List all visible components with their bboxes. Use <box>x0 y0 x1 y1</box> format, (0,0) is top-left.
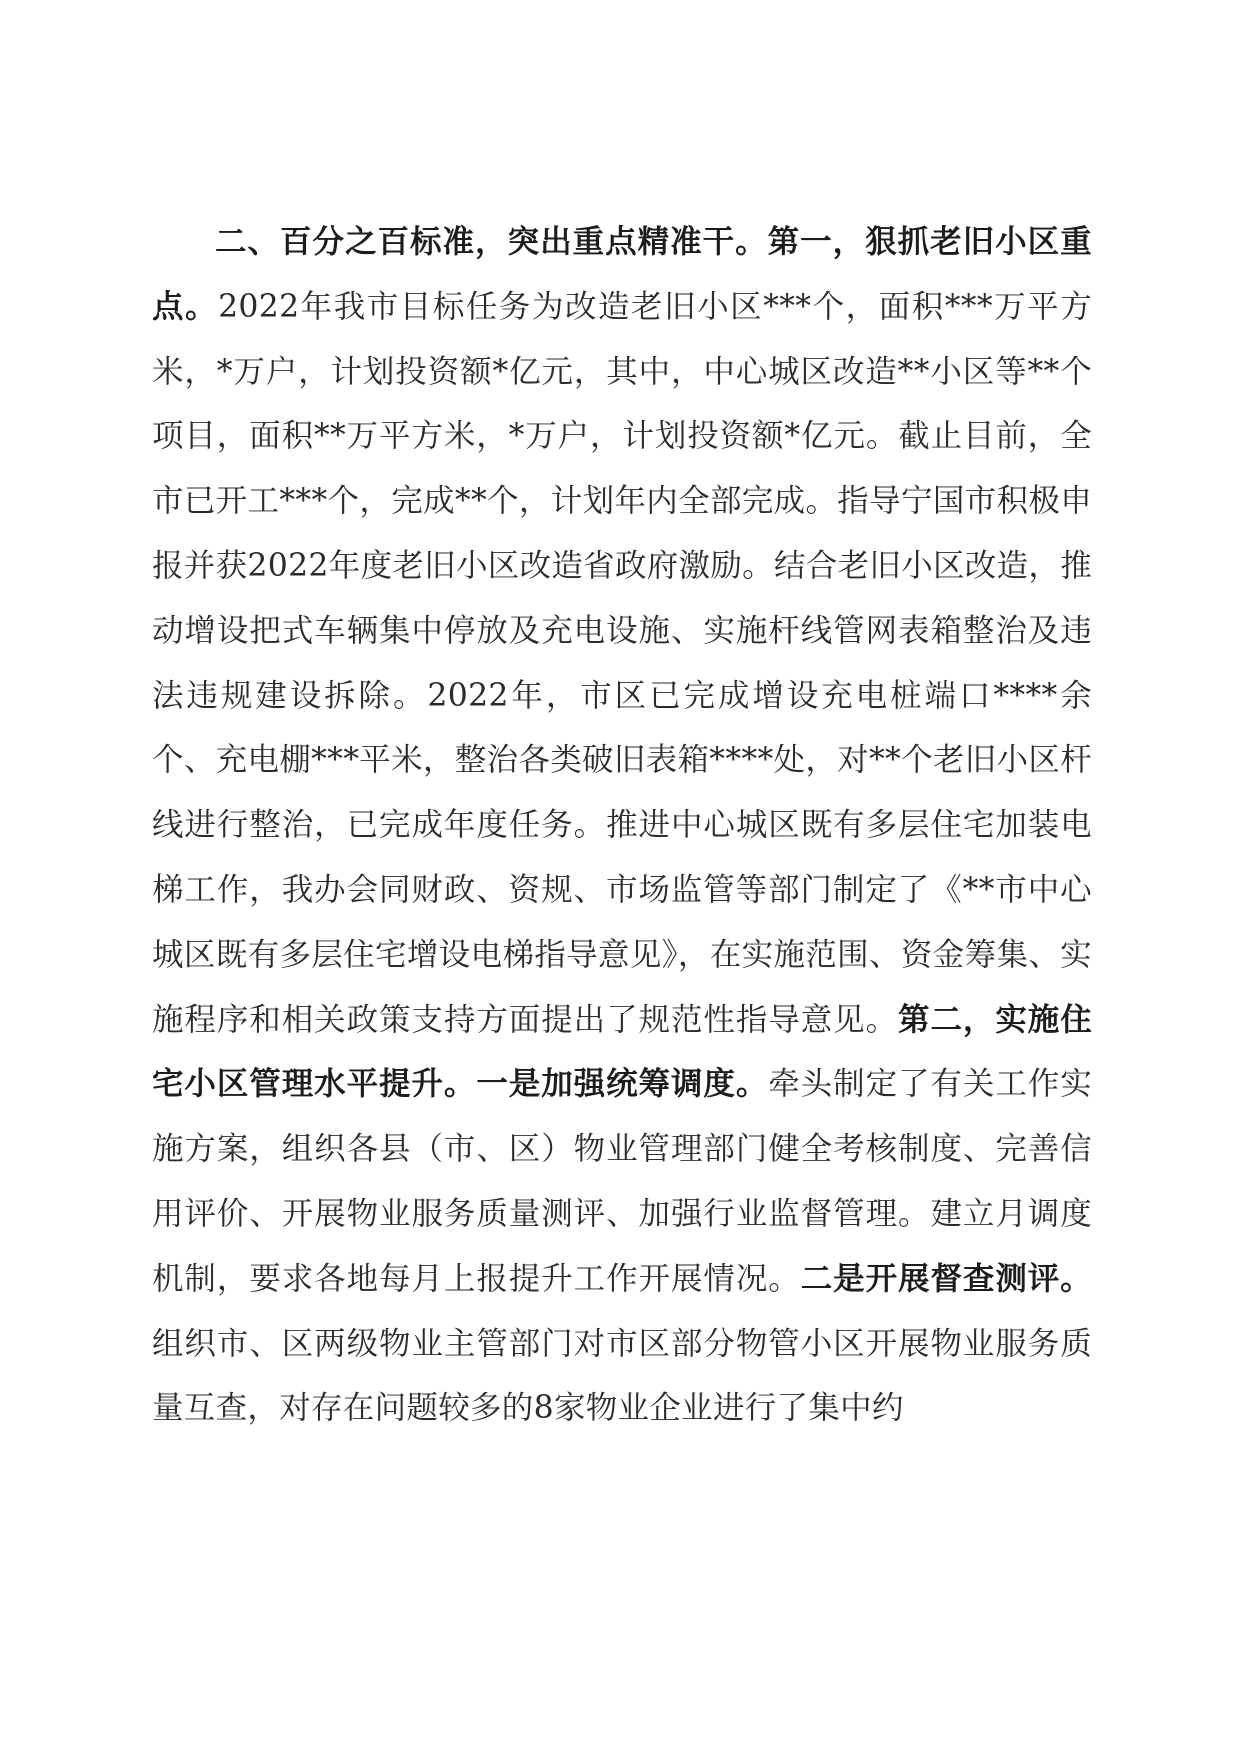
point-heading-first: 第一，狠抓老旧小区重点。 <box>152 224 1092 325</box>
body-paragraph <box>152 210 1092 1441</box>
paragraph-text: 2022年我市目标任务为改造老旧小区***个，面积***万平方米，*万户，计划投资额*亿元，其中，中心城区改造**小区等**个项目，面积**万平方米，*万户，计划投资额*亿元。截止目前，全市已开工***个，完成**个，计划年内全部完成。指导宁国市积极申报并获2022年度老旧小区改造省政府激励。结合老旧小区改造，推动增设把式车辆集中停放及充电设施、实施杆线管网表箱整治及违法违规建设拆除。2022年，市区已完成增设充电桩端口****余个、充电棚***平米，整治各类破旧表箱****处，对**个老旧小区杆线进行整治，已完成年度任务。推进中心城区既有多层住宅加装电梯工作，我办会同财政、资规、市场监管等部门制定了《**市中心城区既有多层住宅增设电梯指导意见》，在实施范围、资金筹集、实施程序和相关政策支持方面提出了规范性指导意见。 <box>152 288 1092 1038</box>
section-heading: 二、百分之百标准，突出重点精准干。 <box>215 224 768 260</box>
subpoint-heading-two: 二是开展督查测评。 <box>800 1260 1092 1297</box>
subpoint-heading-one: 一是加强统筹调度。 <box>476 1066 769 1103</box>
point-heading-second: 第二，实施住宅小区管理水平提升。 <box>152 1001 1092 1103</box>
paragraph-text: 组织市、区两级物业主管部门对市区部分物管小区开展物业服务质量互查，对存在问题较多的8家物业企业进行了集中约 <box>152 1325 1092 1427</box>
paragraph-text: 牵头制定了有关工作实施方案，组织各县（市、区）物业管理部门健全考核制度、完善信用评价、开展物业服务质量测评、加强行业监督管理。建立月调度机制，要求各地每月上报提升工作开展情况。 <box>152 1066 1092 1297</box>
